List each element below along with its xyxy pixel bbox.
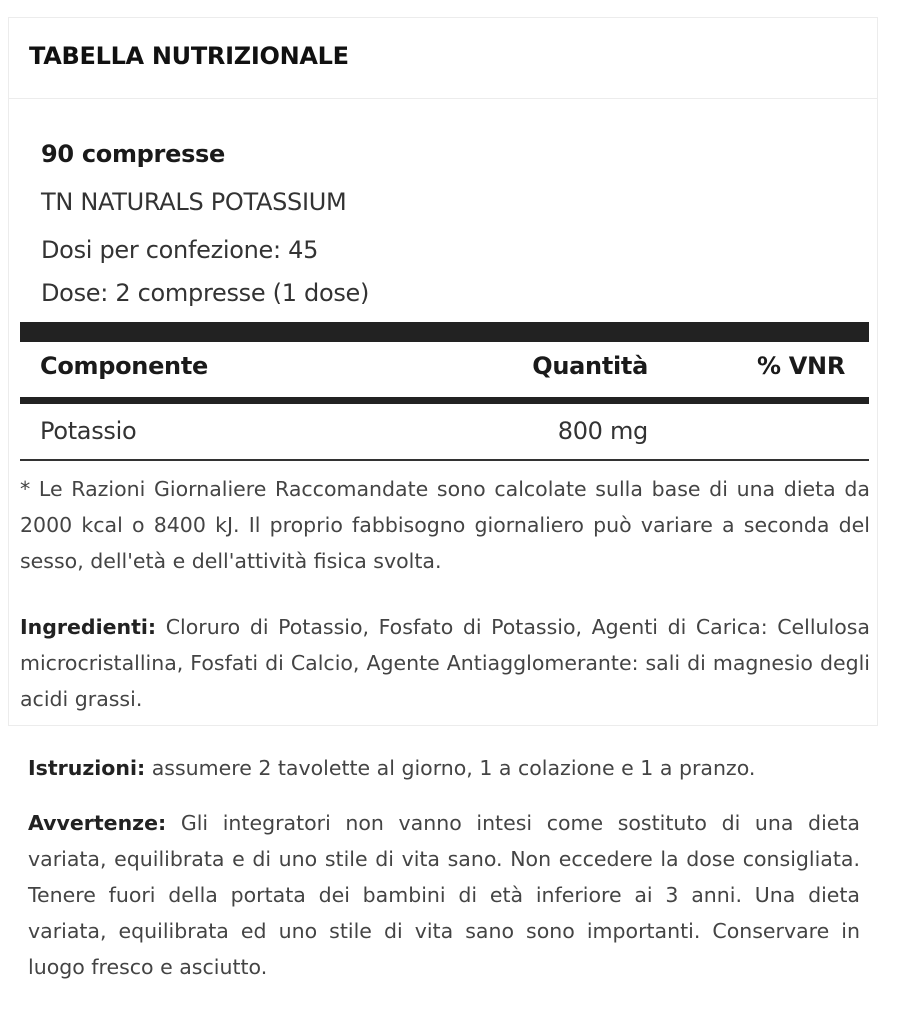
dose-size: Dose: 2 compresse (1 dose): [41, 279, 370, 307]
instructions-text: assumere 2 tavolette al giorno, 1 a colazione e 1 a pranzo.: [151, 756, 756, 780]
table-top-bar: [20, 322, 869, 342]
column-header-vnr: % VNR: [756, 352, 845, 380]
panel-title: TABELLA NUTRIZIONALE: [29, 42, 349, 70]
warnings-label: Avvertenze:: [28, 811, 167, 835]
ingredients-text: Cloruro di Potassio, Fosfato di Potassio, Agenti di Carica: Cellulosa microcristallina, Fosfati di Calcio, Agente Antiagglomerante: sali di magnesio degli acidi grassi.: [20, 615, 870, 711]
column-header-quantity: Quantità: [532, 352, 648, 380]
table-header-divider: [20, 397, 869, 404]
servings-per-pack: Dosi per confezione: 45: [41, 236, 319, 264]
warnings: [28, 805, 860, 985]
column-header-component: Componente: [40, 352, 208, 380]
product-name: TN NATURALS POTASSIUM: [41, 188, 347, 216]
table-bottom-line: [20, 459, 869, 461]
table-row-quantity: 800 mg: [557, 417, 648, 445]
warnings-text: Gli integratori non vanno intesi come sostituto di una dieta variata, equilibrata e di uno stile di vita sano. Non eccedere la dose consigliata. Tenere fuori della portata dei bambini di età inferiore ai 3 anni. Una dieta variata, equilibrata ed uno stile di vita sano sono importanti. Conservare in luogo fresco e asciutto.: [28, 811, 860, 979]
table-row-component: Potassio: [40, 417, 137, 445]
ingredients: [20, 609, 870, 717]
instructions: [28, 750, 860, 786]
pack-size: 90 compresse: [41, 140, 226, 168]
footnote: * Le Razioni Giornaliere Raccomandate sono calcolate sulla base di una dieta da 2000 kcal o 8400 kJ. Il proprio fabbisogno giornaliero può variare a seconda del sesso, dell'età e dell'attività fisica svolta.: [20, 477, 870, 573]
nutrition-panel: [8, 17, 878, 726]
ingredients-label: Ingredienti:: [20, 615, 157, 639]
panel-header: [9, 18, 877, 99]
instructions-label: Istruzioni:: [28, 756, 146, 780]
